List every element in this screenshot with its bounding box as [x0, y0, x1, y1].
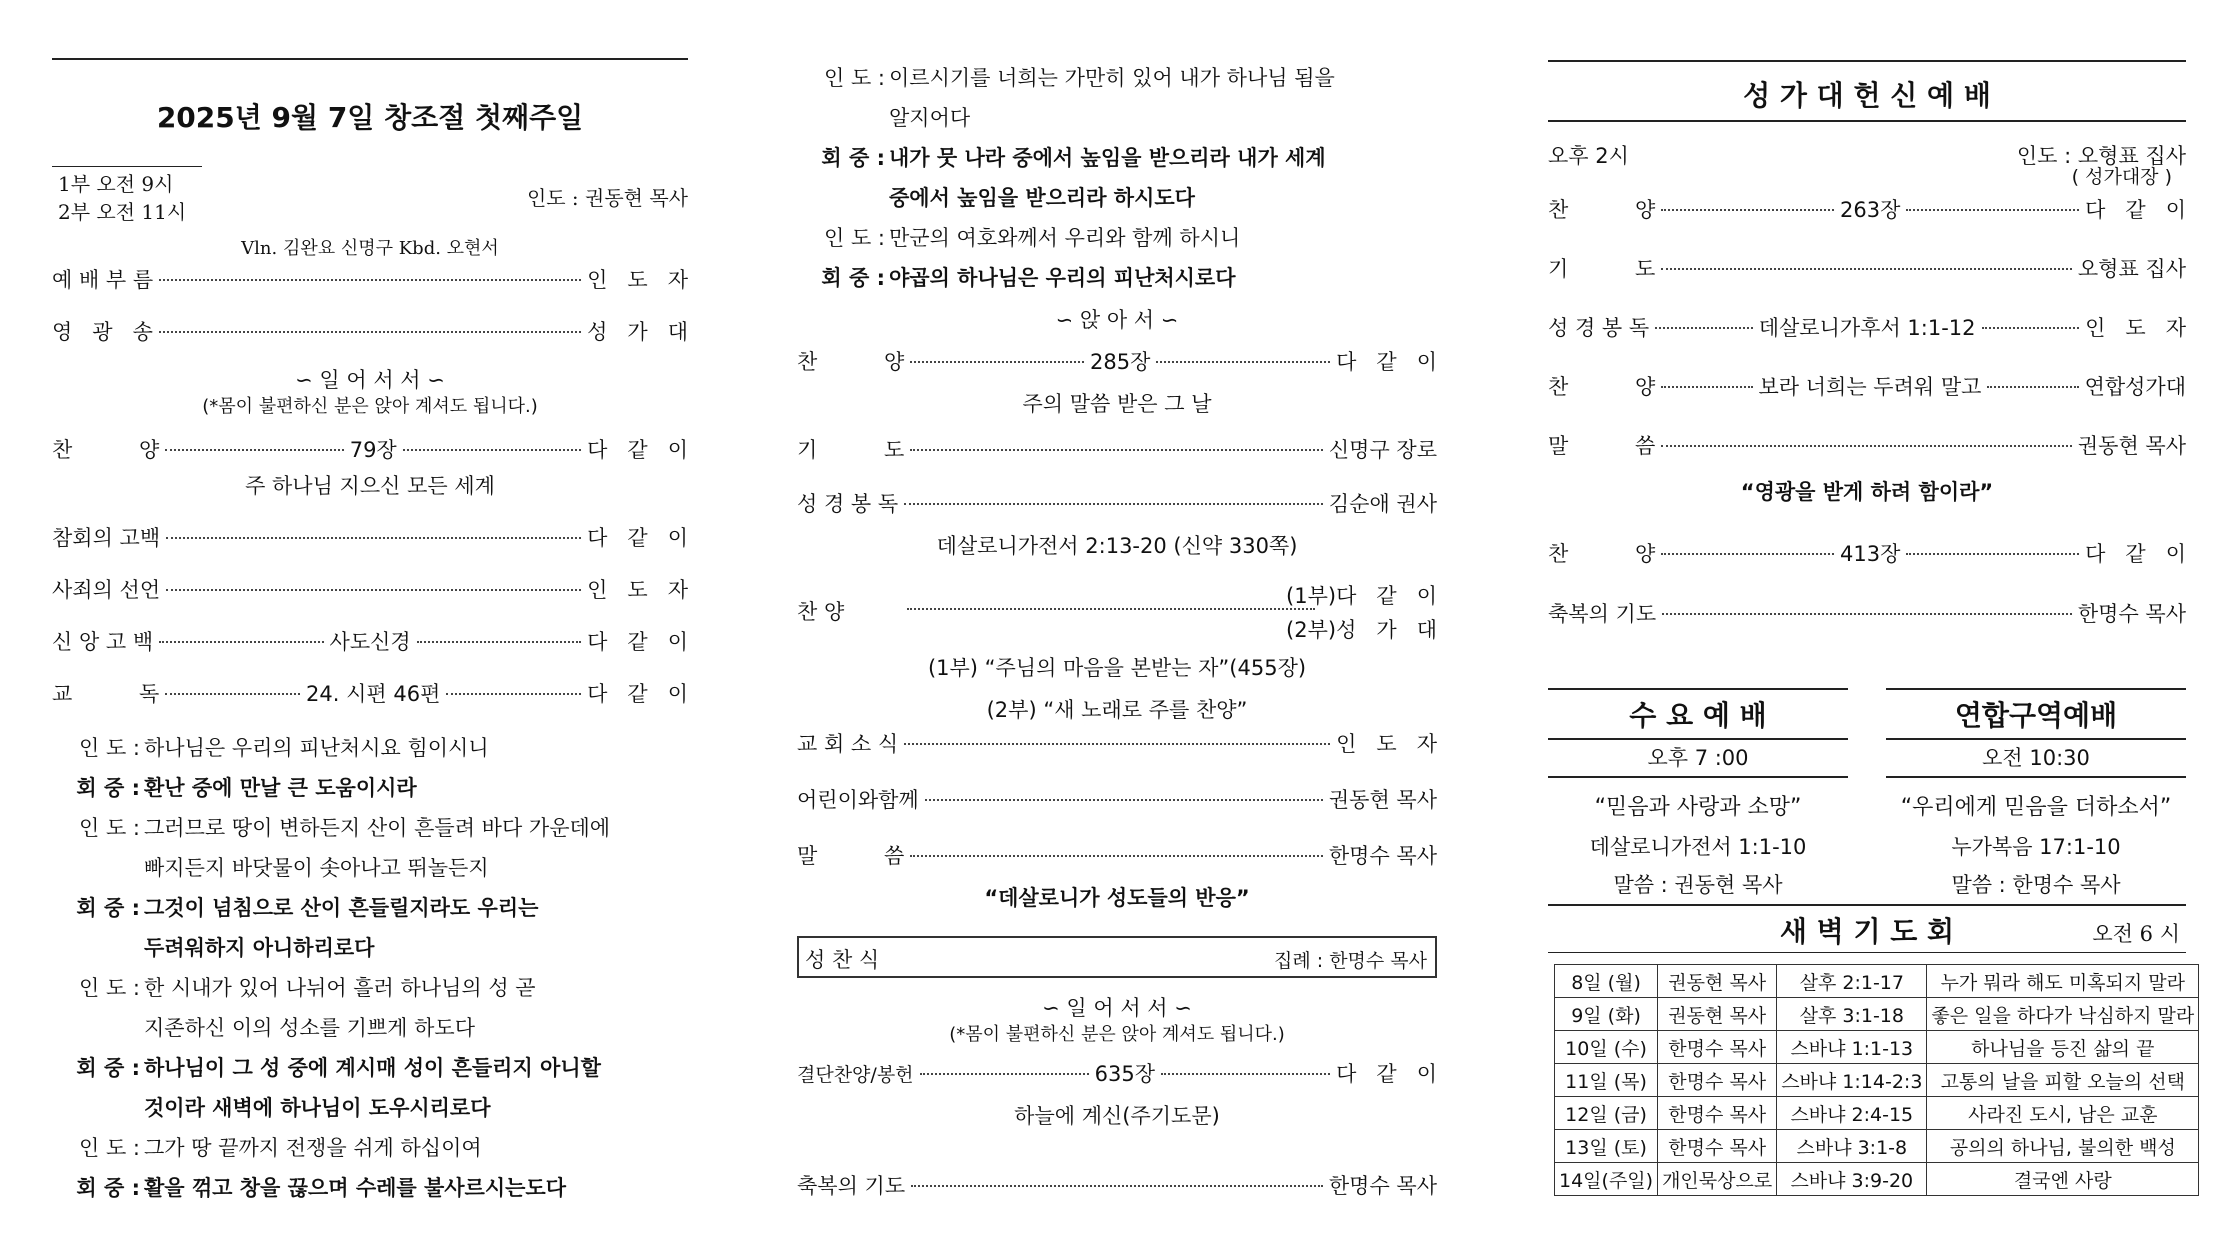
- order-detail: 보라 너희는 두려워 말고: [1758, 375, 1982, 399]
- dawn-topic: 결국엔 사랑: [1927, 1163, 2199, 1196]
- order-item: [1548, 249, 2186, 308]
- order-label: 성 경 봉 독: [1548, 316, 1650, 340]
- order-person: 인 도 자: [587, 578, 688, 602]
- leader-dots: [1661, 445, 2072, 447]
- order-absolution: [52, 574, 688, 604]
- dawn-rule: [1548, 904, 2186, 906]
- dawn-date: 10일 (수): [1555, 1031, 1658, 1064]
- order-person: 다 같 이: [587, 526, 688, 550]
- reading-speaker: [52, 928, 144, 968]
- dawn-topic: 좋은 일을 하다가 낙심하지 말라: [1927, 998, 2199, 1031]
- order-call: [52, 264, 688, 294]
- order-hymn: [1548, 538, 2186, 568]
- leader: 인도 : 권동현 목사: [526, 186, 688, 210]
- dawn-row: [1555, 1031, 2199, 1064]
- order-creed: [52, 626, 688, 656]
- order-confession: [52, 522, 688, 552]
- reading-line: [52, 1128, 688, 1168]
- leader-dots: [1661, 386, 1752, 388]
- dawn-row: [1555, 1130, 2199, 1163]
- responsive-reading: [52, 728, 688, 1208]
- order-responsive: [52, 678, 688, 708]
- dawn-schedule: [1554, 964, 2199, 1196]
- order-person: 한명수 목사: [2077, 602, 2186, 626]
- order-label: 성 경 봉 독: [797, 492, 899, 516]
- order-reading: [797, 488, 1437, 518]
- order-person: 다 같 이: [2085, 542, 2186, 566]
- reading-text: 그것이 넘침으로 산이 흔들릴지라도 우리는: [144, 896, 539, 920]
- union-time: 오전 10:30: [1982, 746, 2090, 770]
- dawn-passage: 스바냐 2:4-15: [1777, 1097, 1927, 1130]
- dawn-leader: 개인묵상으로: [1658, 1163, 1777, 1196]
- hymn-number: 285장: [1090, 350, 1151, 374]
- dawn-passage: 스바냐 3:1-8: [1777, 1130, 1927, 1163]
- stand-note: (*몸이 불편하신 분은 앉아 계셔도 됩니다.): [949, 1024, 1285, 1045]
- order-detail: 24. 시편 46편: [306, 682, 441, 706]
- order-label: 말 씀: [1548, 434, 1656, 458]
- union-theme: “우리에게 믿음을 더하소서”: [1900, 795, 2172, 820]
- order-prayer: [797, 434, 1437, 464]
- dawn-leader: 한명수 목사: [1658, 1031, 1777, 1064]
- reading-speaker: 회 중 :: [821, 146, 885, 170]
- leader-dots: [1982, 327, 2080, 329]
- choir-sermon-title: “영광을 받게 하려 함이라”: [1740, 480, 1994, 504]
- reading-text: 그러므로 땅이 변하든지 산이 흔들려 바다 가운데에: [144, 816, 611, 840]
- title-rule: [1548, 120, 2186, 122]
- reading-speaker: 회 중 :: [76, 896, 140, 920]
- reading-text: 것이라 새벽에 하나님이 도우시리로다: [144, 1096, 491, 1120]
- dawn-date: 12일 (금): [1555, 1097, 1658, 1130]
- dawn-leader: 한명수 목사: [1658, 1130, 1777, 1163]
- order-label: 결단찬양/봉헌: [797, 1064, 914, 1086]
- reading-line: [52, 768, 688, 808]
- communion-label: 성 찬 식: [805, 948, 880, 972]
- order-label: 예 배 부 름: [52, 268, 154, 292]
- responsive-reading-cont: [797, 58, 1437, 298]
- reading-speaker: 인 도 :: [824, 226, 885, 250]
- reading-speaker: 회 중 :: [821, 266, 885, 290]
- stand-marker: ∽ 일 어 서 서 ∽: [1042, 996, 1192, 1020]
- union-preacher: 말씀 : 한명수 목사: [1951, 873, 2121, 897]
- order-kids: [797, 784, 1437, 814]
- reading-text: 데살로니가전서 2:13-20 (신약 330쪽): [936, 534, 1298, 558]
- order-person: 김순애 권사: [1328, 492, 1437, 516]
- dawn-title: 새 벽 기 도 회: [1779, 915, 1955, 948]
- dawn-leader: 권동현 목사: [1658, 998, 1777, 1031]
- dawn-time: 오전 6 시: [2092, 922, 2180, 946]
- order-item: [1548, 367, 2186, 426]
- wednesday-text: 데살로니가전서 1:1-10: [1589, 835, 1807, 859]
- reading-line: [797, 218, 1437, 258]
- dawn-date: 9일 (화): [1555, 998, 1658, 1031]
- order-person: 다 같 이: [587, 682, 689, 706]
- column-1: [52, 0, 688, 1234]
- leader-dots: [1906, 209, 2079, 211]
- leader-dots: [1661, 209, 1834, 211]
- choir-service-leader: 인도 : 오형표 집사: [2016, 144, 2186, 168]
- reading-text: 만군의 여호와께서 우리와 함께 하시니: [889, 226, 1241, 250]
- reading-line: [52, 968, 688, 1008]
- reading-line-cont: [797, 98, 1437, 138]
- dawn-date: 14일(주일): [1555, 1163, 1658, 1196]
- leader-dots: [1987, 386, 2078, 388]
- choir-service-title: 성 가 대 헌 신 예 배: [1743, 79, 1991, 112]
- choir-who-2: (2부)성 가 대: [1286, 618, 1437, 642]
- dawn-rule-2: [1548, 952, 2186, 953]
- wednesday-theme: “믿음과 사랑과 소망”: [1594, 795, 1802, 820]
- reading-speaker: 회 중 :: [76, 1056, 140, 1080]
- reading-text: 환난 중에 만날 큰 도움이시라: [144, 776, 417, 800]
- dawn-passage: 스바냐 1:14-2:3: [1777, 1064, 1927, 1097]
- sermon-title: “데살로니가 성도들의 반응”: [984, 886, 1250, 910]
- reading-speaker: 인 도 :: [79, 976, 140, 1000]
- dawn-row: [1555, 1097, 2199, 1130]
- hymn-title: 주 하나님 지으신 모든 세계: [245, 474, 495, 498]
- reading-line-cont: [52, 1008, 688, 1048]
- order-label: 찬 양: [1548, 198, 1656, 222]
- order-person: 권동현 목사: [1328, 788, 1437, 812]
- choir-service-leader-role: ( 성가대장 ): [2071, 166, 2172, 188]
- dawn-row: [1555, 1163, 2199, 1196]
- order-blessing: [797, 1170, 1437, 1200]
- order-label: 교 독: [52, 682, 160, 706]
- reading-speaker: [52, 1088, 144, 1128]
- choir-service-time: 오후 2시: [1548, 144, 1629, 168]
- reading-line: [52, 728, 688, 768]
- reading-line: [52, 1048, 688, 1088]
- reading-text: 한 시내가 있어 나뉘어 흘러 하나님의 성 곧: [144, 976, 536, 1000]
- order-label: 어린이와함께: [797, 788, 919, 812]
- order-person: 오형표 집사: [2077, 257, 2186, 281]
- order-person: 다 같 이: [2085, 198, 2186, 222]
- dawn-passage: 살후 3:1-18: [1777, 998, 1927, 1031]
- reading-speaker: 회 중 :: [76, 776, 140, 800]
- order-label: 축복의 기도: [1548, 602, 1657, 626]
- communion-officiant: 집례 : 한명수 목사: [1274, 950, 1427, 972]
- reading-text: 야곱의 하나님은 우리의 피난처시로다: [889, 266, 1236, 290]
- order-label: 찬 양: [1548, 375, 1656, 399]
- order-news: [797, 728, 1437, 758]
- reading-speaker: 인 도 :: [79, 1136, 140, 1160]
- reading-line-cont: [52, 1088, 688, 1128]
- choir-service-order: [1548, 190, 2186, 485]
- order-item: [1548, 308, 2186, 367]
- order-person: 한명수 목사: [1328, 844, 1437, 868]
- order-label: 참회의 고백: [52, 526, 161, 550]
- order-person: 인 도 자: [2085, 316, 2186, 340]
- reading-speaker: [797, 178, 889, 218]
- dawn-date: 13일 (토): [1555, 1130, 1658, 1163]
- dawn-passage: 스바냐 1:1-13: [1777, 1031, 1927, 1064]
- order-detail: 263장: [1840, 198, 1901, 222]
- reading-text: 두려워하지 아니하리로다: [144, 936, 375, 960]
- stand-note: (*몸이 불편하신 분은 앉아 계셔도 됩니다.): [202, 396, 538, 417]
- order-gloria: [52, 316, 688, 346]
- hymn-number: 635장: [1094, 1062, 1155, 1086]
- order-blessing: [1548, 598, 2186, 628]
- reading-line-cont: [52, 848, 688, 888]
- order-hymn: [797, 346, 1437, 376]
- reading-speaker: 인 도 :: [824, 66, 885, 90]
- choir-who-1: (1부)다 같 이: [1286, 584, 1437, 608]
- choir-dots: [907, 608, 1315, 610]
- reading-line-cont: [797, 178, 1437, 218]
- order-person: 권동현 목사: [2077, 434, 2186, 458]
- top-rule: [52, 58, 688, 60]
- reading-speaker: [52, 848, 144, 888]
- order-person: 다 같 이: [1336, 1062, 1438, 1086]
- sit-marker: ∽ 앉 아 서 ∽: [1055, 308, 1179, 332]
- choir-song-1: (1부) “주님의 마음을 본받는 자”(455장): [927, 656, 1307, 680]
- reading-speaker: 인 도 :: [79, 816, 140, 840]
- dawn-row: [1555, 1064, 2199, 1097]
- order-label: 교 회 소 식: [797, 732, 899, 756]
- leader-dots: [1661, 268, 2072, 270]
- reading-line: [52, 808, 688, 848]
- dawn-topic: 공의의 하나님, 불의한 백성: [1927, 1130, 2199, 1163]
- dawn-topic: 하나님을 등진 삶의 끝: [1927, 1031, 2199, 1064]
- dawn-date: 11일 (목): [1555, 1064, 1658, 1097]
- order-person: 인 도 자: [1336, 732, 1437, 756]
- order-offering: [797, 1058, 1437, 1088]
- reading-text: 하나님이 그 성 중에 계시매 성이 흔들리지 아니할: [144, 1056, 601, 1080]
- dawn-topic: 고통의 날을 피할 오늘의 선택: [1927, 1064, 2199, 1097]
- reading-line: [52, 1168, 688, 1208]
- reading-speaker: 회 중 :: [76, 1176, 140, 1200]
- service-time-2: 2부 오전 11시: [58, 200, 187, 224]
- order-person: 다 같 이: [587, 630, 688, 654]
- reading-speaker: [52, 1008, 144, 1048]
- choir-song-2: (2부) “새 노래로 주를 찬양”: [986, 698, 1248, 722]
- order-person: 성 가 대: [587, 320, 688, 344]
- wednesday-time: 오후 7 :00: [1647, 746, 1749, 770]
- wednesday-preacher: 말씀 : 권동현 목사: [1613, 873, 1783, 897]
- dawn-topic: 사라진 도시, 남은 교훈: [1927, 1097, 2199, 1130]
- reading-text: 알지어다: [889, 106, 971, 130]
- reading-speaker: 인 도 :: [79, 736, 140, 760]
- musicians: Vln. 김완요 신명구 Kbd. 오현서: [241, 238, 499, 259]
- dawn-passage: 스바냐 3:9-20: [1777, 1163, 1927, 1196]
- reading-line-cont: [52, 928, 688, 968]
- communion-box: [797, 936, 1437, 978]
- order-person: 신명구 장로: [1328, 438, 1437, 462]
- union-service: [1886, 688, 2186, 899]
- order-person: 연합성가대: [2084, 375, 2186, 399]
- wednesday-title: 수 요 예 배: [1629, 699, 1767, 732]
- order-detail: 데살로니가후서 1:1-12: [1758, 316, 1976, 340]
- dawn-date: 8일 (월): [1555, 965, 1658, 998]
- order-label: 영 광 송: [52, 320, 153, 344]
- reading-text: 중에서 높임을 받으리라 하시도다: [889, 186, 1195, 210]
- reading-text: 하나님은 우리의 피난처시요 힘이시니: [144, 736, 489, 760]
- order-label: 말 씀: [797, 844, 905, 868]
- hymn-title: 주의 말씀 받은 그 날: [1022, 392, 1212, 416]
- union-text: 누가복음 17:1-10: [1951, 835, 2121, 859]
- dawn-row: [1555, 965, 2199, 998]
- order-person: 인 도 자: [587, 268, 688, 292]
- reading-text: 이르시기를 너희는 가만히 있어 내가 하나님 됨을: [889, 66, 1335, 90]
- order-label: 기 도: [1548, 257, 1656, 281]
- reading-line: [797, 258, 1437, 298]
- order-label: 신 앙 고 백: [52, 630, 154, 654]
- reading-line: [797, 58, 1437, 98]
- column-2: [797, 0, 1437, 1234]
- order-label: 찬 양: [52, 438, 160, 462]
- order-label: 축복의 기도: [797, 1174, 906, 1198]
- order-label: 사죄의 선언: [52, 578, 161, 602]
- reading-text: 빠지든지 바닷물이 솟아나고 뛰놀든지: [144, 856, 489, 880]
- reading-text: 활을 꺾고 창을 끊으며 수레를 불사르시는도다: [144, 1176, 566, 1200]
- reading-text: 그가 땅 끝까지 전쟁을 쉬게 하십이여: [144, 1136, 482, 1160]
- dawn-passage: 살후 2:1-17: [1777, 965, 1927, 998]
- service-time-1: 1부 오전 9시: [58, 172, 174, 196]
- union-title: 연합구역예배: [1954, 699, 2118, 732]
- leader-dots: [1655, 327, 1753, 329]
- order-person: 한명수 목사: [1328, 1174, 1437, 1198]
- hymn-number: 413장: [1840, 542, 1901, 566]
- reading-line: [52, 888, 688, 928]
- reading-text: 지존하신 이의 성소를 기쁘게 하도다: [144, 1016, 475, 1040]
- service-title: 2025년 9월 7일 창조절 첫째주일: [156, 101, 584, 134]
- dawn-leader: 한명수 목사: [1658, 1097, 1777, 1130]
- dawn-leader: 권동현 목사: [1658, 965, 1777, 998]
- dawn-leader: 한명수 목사: [1658, 1064, 1777, 1097]
- reading-text: 내가 뭇 나라 중에서 높임을 받으리라 내가 세계: [889, 146, 1326, 170]
- wednesday-service: [1548, 688, 1848, 899]
- reading-speaker: [797, 98, 889, 138]
- order-detail: 사도신경: [329, 630, 411, 654]
- dawn-topic: 누가 뭐라 해도 미혹되지 말라: [1927, 965, 2199, 998]
- choir-label: 찬 양: [797, 600, 845, 624]
- order-label: 찬 양: [1548, 542, 1656, 566]
- order-person: 다 같 이: [587, 438, 689, 462]
- order-label: 찬 양: [797, 350, 905, 374]
- order-hymn: [52, 434, 688, 464]
- column-3: [1548, 0, 2195, 1234]
- dawn-row: [1555, 998, 2199, 1031]
- reading-line: [797, 138, 1437, 178]
- order-sermon: [797, 840, 1437, 870]
- top-rule: [1548, 60, 2186, 62]
- order-label: 기 도: [797, 438, 905, 462]
- order-person: 다 같 이: [1336, 350, 1437, 374]
- offering-title: 하늘에 계신(주기도문): [1014, 1104, 1220, 1128]
- stand-marker: ∽ 일 어 서 서 ∽: [295, 368, 445, 392]
- time-rule: [52, 166, 202, 167]
- hymn-number: 79장: [349, 438, 397, 462]
- order-item: [1548, 190, 2186, 249]
